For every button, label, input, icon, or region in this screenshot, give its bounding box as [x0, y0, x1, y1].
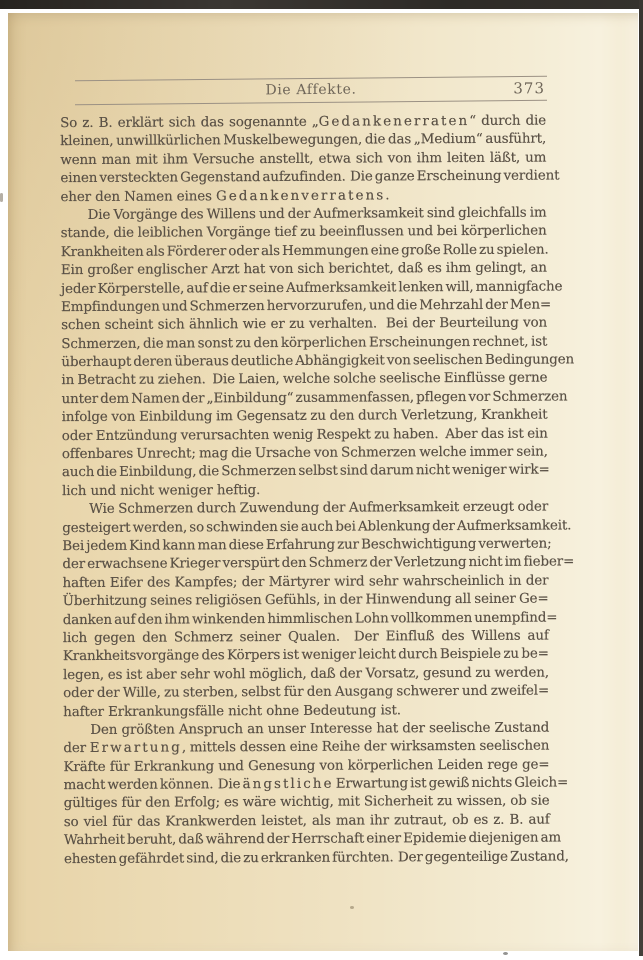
- text-line: einen versteckten Gegenstand aufzufinden. Die ganze Erscheinung verdient: [60, 168, 560, 187]
- text-line: Empfindungen und Schmerzen hervorzurufen, und die Mehrzahl der Men=: [60, 297, 552, 315]
- text-line: gesteigert werden, so schwinden sie auch bei Ablenkung der Aufmerksamkeit.: [62, 517, 572, 536]
- letterspaced-text: Erwartung: [89, 740, 182, 757]
- text-line: Wie Schmerzen durch Zuwendung der Aufmerksamkeit erzeugt oder: [89, 499, 549, 518]
- text-line: Krankheitsvorgänge des Körpers ist weniger leicht durch Beispiele zu be=: [62, 646, 549, 665]
- text-line: danken auf den ihm winkenden himmlischen Lohn vollkommen unempfind=: [62, 609, 558, 628]
- text-line: jeder Körperstelle, auf die er seine Aufmerksamkeit lenken will, mannigfache: [60, 278, 563, 297]
- text-line: macht werden können. Die ängstliche Erwartung ist gewiß nichts Gleich=: [63, 775, 569, 794]
- book-page: [8, 13, 638, 951]
- text-line: lich und nicht weniger heftig.: [61, 482, 261, 499]
- text-line: unter dem Namen der „Einbildung“ zusammenfassen, pflegen vor Schmerzen: [61, 389, 568, 407]
- text-line: wenn man mit ihm Versuche anstellt, etwa sich von ihm leiten läßt, um: [60, 150, 547, 168]
- paper-speck: [350, 906, 354, 909]
- text-line: Den größten Anspruch an unser Interesse hat der seelische Zustand: [90, 720, 550, 738]
- text-line: in Betracht zu ziehen. Die Laien, welche solche seelische Einflüsse gerne: [61, 370, 548, 389]
- text-line: schen scheint sich ähnlich wie er zu verhalten. Bei der Beurteilung von: [61, 315, 548, 334]
- header-row: [75, 77, 547, 103]
- text-line: infolge von Einbildung im Gegensatz zu den durch Verletzung, Krankheit: [61, 407, 548, 426]
- text-line: eher den Namen eines Gedankenverratens.: [60, 187, 390, 205]
- page-number: 373: [513, 79, 546, 98]
- text-line: Schmerzen, die man sonst zu den körperlichen Erscheinungen rechnet, ist: [61, 334, 548, 352]
- text-line: legen, es ist aber sehr wohl möglich, daß der Vorsatz, gesund zu werden,: [62, 665, 549, 683]
- letterspaced-text: Gedankenerraten: [318, 113, 470, 130]
- text-line: Krankheiten als Förderer oder als Hemmungen eine große Rolle zu spielen.: [60, 242, 549, 260]
- text-line: so viel für das Krankwerden leistet, als man ihr zutraut, ob es z. B. auf: [63, 812, 550, 830]
- paper-speck: [503, 952, 508, 955]
- text-line: Überhitzung seines religiösen Gefühls, in der Hinwendung all seiner Ge=: [62, 591, 549, 610]
- text-line: So z. B. erklärt sich das sogenannte „Gedankenerraten“ durch die: [60, 113, 547, 132]
- text-line: Ein großer englischer Arzt hat von sich berichtet, daß es ihm gelingt, an: [60, 260, 547, 279]
- letterspaced-text: ängstliche: [242, 776, 334, 793]
- text-line: auch die Einbildung, die Schmerzen selbst sind darum nicht weniger wirk=: [61, 462, 550, 481]
- scan-edge-top: [0, 0, 643, 9]
- text-line: der Erwartung, mittels dessen eine Reihe der wirksamsten seelischen: [63, 738, 550, 757]
- text-line: überhaupt deren überaus deutliche Abhängigkeit von seelischen Bedingungen: [61, 352, 574, 371]
- text-line: oder der Wille, zu sterben, selbst für den Ausgang schwerer und zweifel=: [63, 683, 550, 702]
- text-line: lich gegen den Schmerz seiner Qualen. Der Einfluß des Willens auf: [62, 628, 549, 646]
- text-line: haften Eifer des Kampfes; der Märtyrer wird sehr wahrscheinlich in der: [62, 573, 549, 591]
- letterspaced-text: Gedankenverratens: [215, 187, 386, 204]
- text-line: hafter Erkrankungsfälle nicht ohne Bedeutung ist.: [63, 702, 401, 720]
- text-line: der erwachsene Krieger verspürt den Schmerz der Verletzung nicht im fieber=: [62, 554, 575, 573]
- page-body: [60, 112, 575, 869]
- text-line: gültiges für den Erfolg; es wäre wichtig, mit Sicherheit zu wissen, ob sie: [63, 793, 550, 812]
- scan-edge-right: [639, 0, 643, 956]
- running-header-title: Die Affekte.: [265, 81, 357, 99]
- text-line: stande, die leiblichen Vorgänge tief zu beeinflussen und bei körperlichen: [60, 223, 547, 242]
- scan-edge-mark: [0, 193, 3, 202]
- text-line: offenbares Unrecht; mag die Ursache von Schmerzen welche immer sein,: [61, 444, 548, 463]
- text-line: Bei jedem Kind kann man diese Erfahrung zur Beschwichtigung verwerten;: [62, 536, 552, 554]
- text-line: ehesten gefährdet sind, die zu erkranken fürchten. Der gegenteilige Zustand,: [63, 848, 569, 867]
- text-line: kleinen, unwillkürlichen Muskelbewegungen, die das „Medium“ ausführt,: [60, 131, 547, 150]
- text-line: Die Vorgänge des Willens und der Aufmerksamkeit sind gleichfalls im: [87, 205, 547, 223]
- text-line: Kräfte für Erkrankung und Genesung von körperlichen Leiden rege ge=: [63, 757, 550, 775]
- text-line: oder Entzündung verursachten wenig Respekt zu haben. Aber das ist ein: [61, 426, 548, 444]
- text-line: Wahrheit beruht, daß während der Herrschaft einer Epidemie diejenigen am: [63, 830, 562, 849]
